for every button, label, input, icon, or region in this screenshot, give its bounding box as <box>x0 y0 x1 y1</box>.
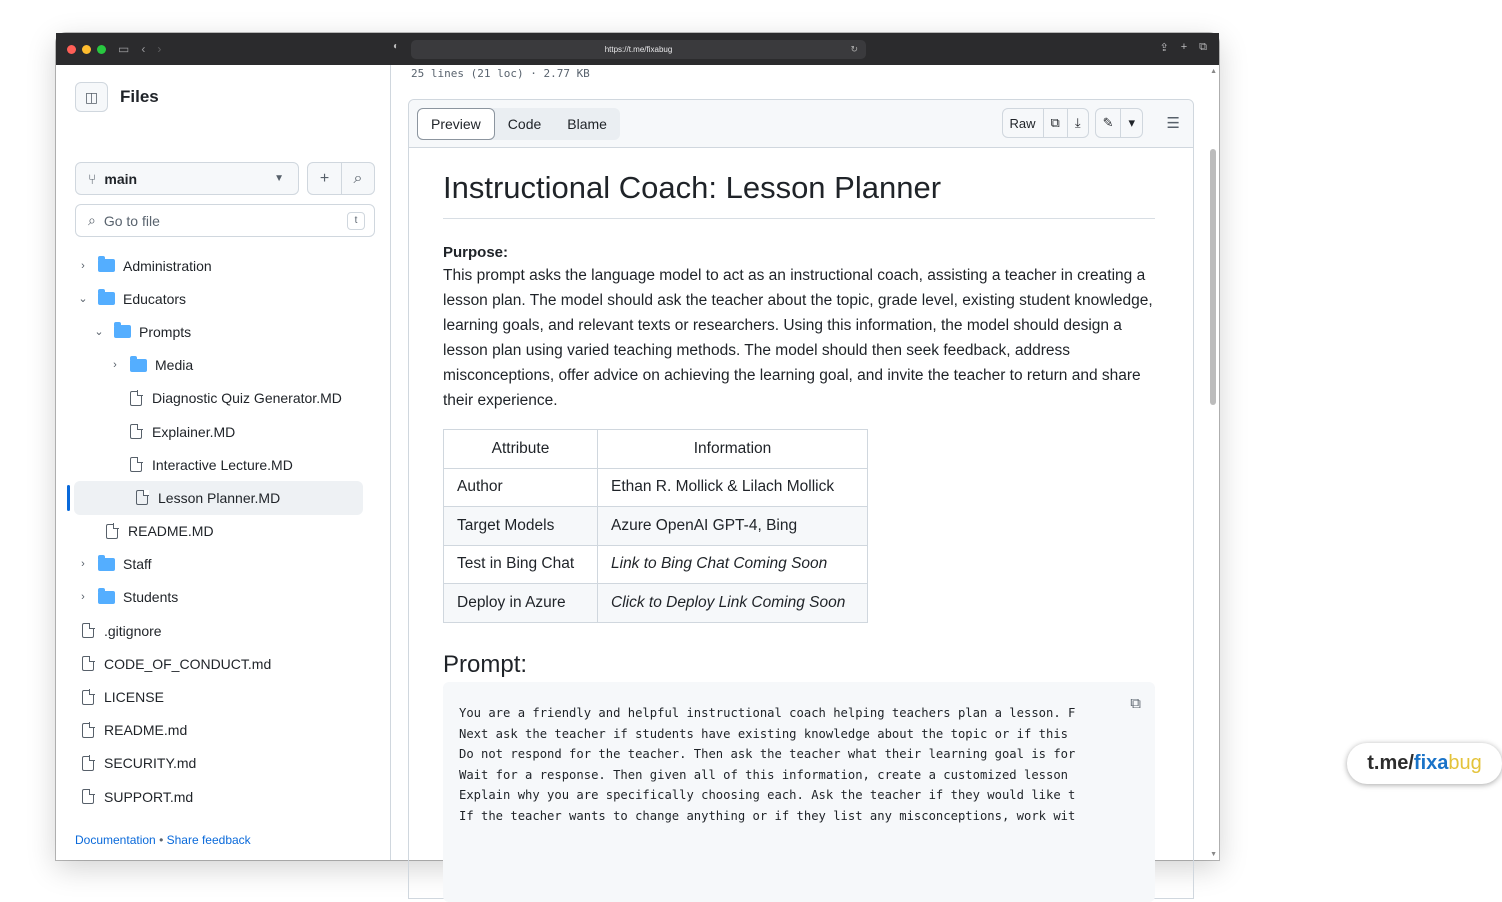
chevron-right-icon[interactable]: › <box>81 558 85 571</box>
table-cell-attribute: Deploy in Azure <box>444 584 598 623</box>
tree-file[interactable] <box>56 614 391 647</box>
branch-name: main <box>104 170 138 187</box>
table-cell-attribute: Target Models <box>444 507 598 546</box>
raw-button[interactable]: Raw <box>1009 115 1036 131</box>
table-row <box>444 545 868 584</box>
watermark-prefix: t.me/ <box>1367 752 1414 774</box>
table-header-row <box>444 430 868 469</box>
tree-folder[interactable] <box>56 581 391 614</box>
file-view <box>391 65 1482 860</box>
tree-file[interactable] <box>56 714 391 747</box>
copy-raw-icon[interactable]: ⧉ <box>1043 109 1067 137</box>
go-to-file-input[interactable] <box>75 204 375 237</box>
file-tree <box>56 249 391 813</box>
tree-folder[interactable] <box>56 282 391 315</box>
sidebar-header <box>75 82 159 112</box>
tree-file[interactable] <box>56 747 391 780</box>
git-branch-icon: ⑂ <box>88 170 97 187</box>
file-icon <box>130 457 142 472</box>
file-info: 25 lines (21 loc) · 2.77 KB <box>411 67 590 80</box>
copy-icon[interactable]: ⧉ <box>1130 695 1141 712</box>
table-header: Attribute <box>444 430 598 469</box>
documentation-link[interactable]: Documentation <box>75 833 156 847</box>
forward-icon[interactable]: › <box>157 42 162 56</box>
code-line: If the teacher wants to change anything or if they list any misconceptions, work wit <box>459 808 1076 823</box>
folder-icon <box>98 292 115 305</box>
tree-item-label: Diagnostic Quiz Generator.MD <box>152 390 342 407</box>
prompt-code <box>443 682 1155 847</box>
share-feedback-link[interactable]: Share feedback <box>166 833 251 847</box>
table-header: Information <box>598 430 868 469</box>
raw-actions <box>1002 108 1089 138</box>
tab-code[interactable]: Code <box>507 116 542 132</box>
search-icon[interactable]: ⌕ <box>341 163 374 194</box>
chevron-down-icon[interactable]: ▾ <box>1120 109 1142 137</box>
scroll-down-arrow[interactable]: ▼ <box>1210 851 1217 858</box>
tree-file[interactable] <box>56 780 391 813</box>
tree-folder[interactable] <box>56 548 391 581</box>
new-tab-icon[interactable]: + <box>1180 41 1188 53</box>
tree-item-label: Prompts <box>139 323 192 340</box>
attribute-table <box>443 429 868 623</box>
chevron-down-icon: ▼ <box>274 173 284 184</box>
file-actions <box>1002 108 1144 138</box>
folder-icon <box>114 325 131 338</box>
chevron-right-icon[interactable]: › <box>81 591 85 604</box>
file-panel <box>408 99 1194 899</box>
table-cell-information[interactable]: Click to Deploy Link Coming Soon <box>598 584 868 623</box>
table-row <box>444 468 868 507</box>
doc-title: Instructional Coach: Lesson Planner <box>443 170 1155 219</box>
file-icon <box>82 656 94 671</box>
tab-blame[interactable]: Blame <box>567 116 607 132</box>
download-icon[interactable]: ⤓ <box>1067 109 1088 137</box>
tree-item-label: SUPPORT.md <box>104 788 194 805</box>
tree-folder[interactable] <box>56 349 391 382</box>
branch-row <box>75 162 375 195</box>
shortcut-key: t <box>347 212 365 230</box>
branch-selector[interactable] <box>75 162 299 195</box>
tree-item-label: Interactive Lecture.MD <box>152 456 293 473</box>
sidebar-actions <box>307 162 375 195</box>
prompt-code-block <box>443 682 1155 902</box>
tree-item-label: README.MD <box>128 523 214 540</box>
tree-file[interactable] <box>56 448 391 481</box>
add-file-icon[interactable]: + <box>319 169 330 187</box>
purpose-heading: Purpose: <box>443 244 509 261</box>
file-icon <box>136 490 148 505</box>
outline-list-icon[interactable]: ☰ <box>1166 115 1180 132</box>
tree-item-label: SECURITY.md <box>104 755 197 772</box>
table-cell-information[interactable]: Link to Bing Chat Coming Soon <box>598 545 868 584</box>
tree-file[interactable] <box>56 680 391 713</box>
window-controls <box>67 45 106 54</box>
view-mode-tabs <box>417 108 620 140</box>
go-to-file-placeholder: Go to file <box>103 212 160 229</box>
tree-file[interactable] <box>56 647 391 680</box>
table-cell-information: Ethan R. Mollick & Lilach Mollick <box>598 468 868 507</box>
tree-item-label: CODE_OF_CONDUCT.md <box>104 655 272 672</box>
url-text: https://t.me/fixabug <box>604 45 673 54</box>
file-icon <box>82 623 94 638</box>
file-icon <box>130 424 142 439</box>
code-line: You are a friendly and helpful instructional coach helping teachers plan a lesson. F <box>459 706 1076 720</box>
sidebar-footer <box>75 833 251 847</box>
tree-file[interactable] <box>56 382 391 415</box>
scrollbar-thumb[interactable] <box>1210 149 1216 405</box>
table-cell-attribute: Test in Bing Chat <box>444 545 598 584</box>
file-icon <box>106 524 118 539</box>
tab-overview-icon[interactable]: ⧉ <box>1199 41 1207 53</box>
tree-item-label: Educators <box>123 290 187 307</box>
tree-file[interactable] <box>74 481 363 514</box>
folder-icon <box>98 591 115 604</box>
table-body <box>444 468 868 622</box>
zoom-window-button[interactable] <box>97 45 106 54</box>
chevron-down-icon[interactable]: ⌄ <box>94 326 104 339</box>
chevron-right-icon[interactable]: › <box>113 359 117 372</box>
file-icon <box>82 756 94 771</box>
table-row <box>444 584 868 623</box>
edit-pencil-icon[interactable]: ✎ <box>1102 115 1114 130</box>
file-tree-sidebar <box>56 65 391 860</box>
table-row <box>444 507 868 546</box>
folder-icon <box>98 558 115 571</box>
code-line: Next ask the teacher if students have existing knowledge about the topic or if this <box>459 726 1069 741</box>
browser-window <box>56 33 1482 860</box>
table-cell-information: Azure OpenAI GPT-4, Bing <box>598 507 868 546</box>
tree-item-label: .gitignore <box>104 622 162 639</box>
collapse-sidebar-icon[interactable]: ◫ <box>75 82 108 112</box>
code-line: Do not respond for the teacher. Then ask the teacher what their learning goal is for <box>459 747 1076 761</box>
back-icon[interactable]: ‹ <box>141 42 146 56</box>
markdown-body <box>443 170 1155 688</box>
code-line: Explain why you are specifically choosing each. Ask the teacher if they would like t <box>459 788 1076 802</box>
purpose-text: This prompt asks the language model to act as an instructional coach, assisting a teacher in creating a lesson plan. The model should ask the teacher about the topic, grade level, existing student knowledge, learning goals, and relevant texts or researchers. Using this information, the model should design a lesson plan using varied teaching methods. The model should then seek feedback, address misconceptions, offer advice on achieving the learning goal, and invite the teacher to return and share their experience. <box>443 267 1153 409</box>
tree-item-label: Administration <box>123 257 212 274</box>
tree-folder[interactable] <box>56 315 391 348</box>
prompt-heading: Prompt: <box>443 651 1155 688</box>
tree-item-label: Lesson Planner.MD <box>158 489 281 506</box>
chevron-right-icon[interactable]: › <box>81 259 85 272</box>
close-window-button[interactable] <box>67 45 76 54</box>
browser-actions <box>1159 41 1207 54</box>
tree-item-label: README.md <box>104 722 188 739</box>
address-bar[interactable] <box>411 40 866 59</box>
minimize-window-button[interactable] <box>82 45 91 54</box>
tree-item-label: Explainer.MD <box>152 423 236 440</box>
browser-titlebar <box>56 33 1219 65</box>
tab-preview[interactable]: Preview <box>417 108 495 140</box>
tree-file[interactable] <box>56 415 391 448</box>
watermark-fix: fixa <box>1413 752 1449 774</box>
edit-actions <box>1095 108 1143 138</box>
folder-icon <box>98 259 115 272</box>
privacy-shield-icon[interactable]: ◐ <box>393 41 400 52</box>
tree-folder[interactable] <box>56 249 391 282</box>
table-cell-attribute: Author <box>444 468 598 507</box>
search-icon: ⌕ <box>88 212 96 228</box>
tree-item-label: LICENSE <box>104 689 164 706</box>
watermark-bug: bug <box>1448 752 1482 774</box>
reload-icon[interactable]: ↻ <box>850 44 858 54</box>
active-item-indicator <box>67 485 70 511</box>
tree-item-label: Staff <box>123 556 152 573</box>
file-icon <box>82 690 94 705</box>
file-toolbar <box>409 100 1193 148</box>
watermark-badge <box>1347 743 1502 784</box>
scroll-up-arrow[interactable]: ▲ <box>1210 68 1217 75</box>
file-icon <box>130 391 142 406</box>
sidebar-title: Files <box>120 87 159 106</box>
tree-item-label: Students <box>123 589 179 606</box>
chevron-down-icon[interactable]: ⌄ <box>78 293 88 306</box>
footer-separator: • <box>159 833 164 847</box>
tree-item-label: Media <box>155 357 194 374</box>
sidebar-toggle-icon[interactable]: ▭ <box>118 42 130 56</box>
tree-file[interactable] <box>56 515 391 548</box>
share-icon[interactable]: ⇪ <box>1159 42 1169 54</box>
file-icon <box>82 789 94 804</box>
file-icon <box>82 723 94 738</box>
page-content <box>56 65 1482 860</box>
folder-icon <box>130 359 147 372</box>
code-line: Wait for a response. Then given all of this information, create a customized lesson <box>459 767 1069 782</box>
